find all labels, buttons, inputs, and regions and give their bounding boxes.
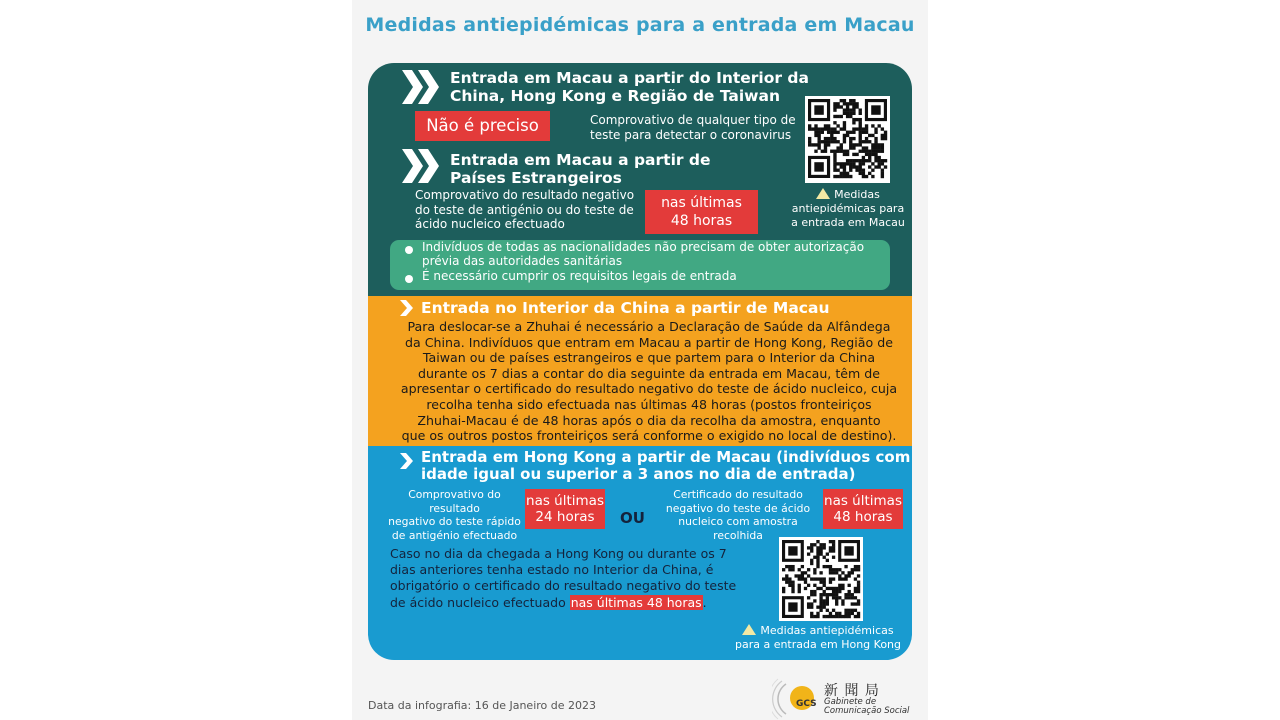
section4-heading	[421, 449, 910, 483]
last-48h-badge	[823, 489, 903, 529]
section1-text	[590, 113, 796, 142]
section4-heading-line2: idade igual ou superior a 3 anos no dia de entrada)	[421, 465, 856, 483]
info-bullet-1	[422, 241, 864, 268]
last-48h-badge	[645, 190, 758, 234]
section1-text-line1: Comprovativo de qualquer tipo de	[590, 113, 796, 127]
last-24h-badge	[525, 489, 605, 529]
chevron-right-icon	[400, 453, 414, 469]
section2-heading-line1: Entrada em Macau a partir de	[450, 151, 711, 169]
logo-pt-line2: Comunicação Social	[824, 706, 910, 716]
bullet-icon	[405, 246, 413, 254]
double-chevron-icon	[402, 70, 440, 104]
qr-hongkong-caption	[723, 624, 912, 652]
right-text-line1: Certificado do resultado	[673, 488, 803, 501]
qr-code-macau[interactable]	[805, 96, 890, 183]
or-label: OU	[620, 509, 645, 527]
section2-text-line2: do teste de antigénio ou do teste de	[415, 202, 634, 217]
section4-left-text	[382, 488, 527, 542]
note-line3: obrigatório o certificado do resultado negativo do teste	[390, 578, 737, 594]
bullet-icon	[405, 275, 413, 283]
badge-line2: 48 horas	[670, 213, 733, 229]
section3-line: durante os 7 dias a contar do dia seguinte da entrada em Macau, têm de	[417, 365, 881, 381]
badge-line2: 24 horas	[535, 509, 595, 525]
section1-heading-line1: Entrada em Macau a partir do Interior da	[450, 69, 809, 87]
qr-macau-caption	[788, 188, 908, 230]
section4-right-text	[653, 488, 823, 542]
page-title: Medidas antiepidémicas para a entrada em Macau	[365, 14, 915, 36]
section3-line: recolha tenha sido efectuada nas últimas 48 horas (postos fronteiriços	[426, 396, 872, 412]
qr1-caption-line3: a entrada em Macau	[791, 216, 905, 229]
section3-line: da China. Indivíduos que entram em Macau a partir de Hong Kong, Região de	[405, 334, 893, 350]
section2-text	[415, 188, 634, 232]
section4-heading-line1: Entrada em Hong Kong a partir de Macau (indivíduos com	[421, 448, 911, 466]
section-entry-hongkong	[368, 446, 912, 660]
badge-line1: nas últimas	[661, 195, 742, 211]
infographic-date: Data da infografia: 16 de Janeiro de 2023	[368, 699, 596, 712]
section-entry-mainland	[368, 296, 912, 446]
right-text-line3: nucleico com amostra recolhida	[678, 515, 798, 542]
qr2-caption-line1: Medidas antiepidémicas	[760, 624, 894, 637]
section3-body	[394, 319, 904, 444]
qr1-caption-line1: Medidas	[834, 188, 880, 201]
info-bullet-2: É necessário cumprir os requisitos legais de entrada	[422, 269, 737, 283]
triangle-icon	[816, 188, 830, 199]
section2-heading-line2: Países Estrangeiros	[450, 169, 622, 187]
section2-text-line1: Comprovativo do resultado negativo	[415, 188, 635, 202]
chevron-right-icon	[400, 300, 414, 316]
section3-line: Taiwan ou de países estrangeiros e que partem para o Interior da China	[422, 350, 876, 366]
not-required-badge: Não é preciso	[415, 111, 550, 141]
qr-code-hongkong[interactable]	[779, 537, 863, 621]
gcs-emblem-icon	[772, 676, 828, 720]
gcs-logo	[772, 676, 922, 720]
info-box	[390, 240, 890, 290]
section4-note	[390, 546, 760, 611]
section2-heading	[450, 151, 711, 187]
badge-line1: nas últimas	[824, 493, 902, 509]
note-line4-prefix: de ácido nucleico efectuado	[390, 594, 566, 610]
left-text-line1: Comprovativo do resultado	[408, 488, 501, 515]
qr2-caption-line2: para a entrada em Hong Kong	[734, 638, 902, 651]
section3-line: Para deslocar-se a Zhuhai é necessário a Declaração de Saúde da Alfândega	[407, 319, 891, 334]
info-bullet-1-line1: Indivíduos de todas as nacionalidades não precisam de obter autorização	[422, 240, 865, 254]
section1-heading	[450, 69, 809, 105]
section3-line: apresentar o certificado do resultado negativo do teste de ácido nucleico, cuja	[400, 381, 898, 397]
badge-line1: nas últimas	[526, 493, 604, 509]
logo-pt-line1: Gabinete de	[824, 697, 877, 707]
badge-line2: 48 horas	[833, 509, 893, 525]
section3-line: Zhuhai-Macau é de 48 horas após o dia da recolha da amostra, enquanto	[417, 412, 881, 428]
section3-heading: Entrada no Interior da China a partir de Macau	[421, 299, 830, 317]
triangle-icon	[742, 624, 756, 635]
section2-text-line3: ácido nucleico efectuado	[415, 217, 565, 231]
right-text-line2: negativo do teste de ácido	[665, 501, 811, 515]
logo-mark-text: GCS	[796, 699, 817, 709]
section-entry-macau	[368, 63, 912, 296]
left-text-line3: de antigénio efectuado	[391, 528, 518, 542]
note-line2: dias anteriores tenha estado no Interior da China, é	[390, 562, 714, 578]
section3-line: que os outros postos fronteiriços será conforme o exigido no local de destino).	[401, 428, 897, 444]
info-bullet-1-line2: prévia das autoridades sanitárias	[422, 253, 623, 268]
note-line4	[390, 595, 760, 611]
logo-chinese-text: 新 聞 局	[824, 683, 880, 699]
note-line4-suffix: .	[702, 594, 707, 610]
highlight-48h: nas últimas 48 horas	[570, 594, 702, 610]
left-text-line2: negativo do teste rápido	[388, 515, 521, 528]
infographic-card	[368, 63, 912, 660]
double-chevron-icon	[402, 149, 440, 183]
section1-text-line2: teste para detectar o coronavirus	[590, 127, 792, 142]
qr1-caption-line2: antiepidémicas para	[791, 202, 905, 215]
section1-heading-line2: China, Hong Kong e Região de Taiwan	[450, 87, 780, 105]
logo-portuguese-text	[824, 698, 909, 716]
note-line1: Caso no dia da chegada a Hong Kong ou durante os 7	[390, 546, 727, 561]
infographic-poster	[352, 0, 928, 720]
